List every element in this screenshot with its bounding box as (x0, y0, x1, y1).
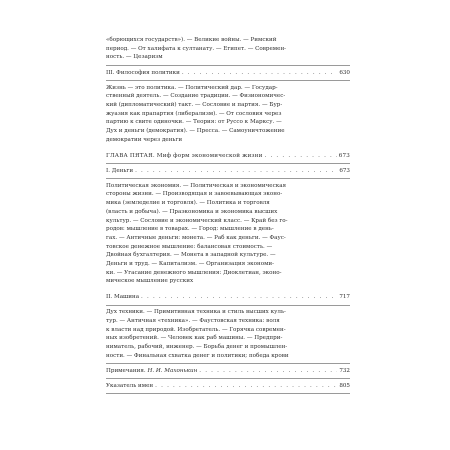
divider (106, 163, 350, 164)
toc-page-number: 673 (338, 152, 350, 159)
toc-page-number: 732 (339, 367, 350, 374)
toc-text-line: мическое мышление русских (106, 278, 194, 285)
toc-text-line: ки. — Угасание денежного мышления: Диоклетиан, эконо- (106, 269, 282, 276)
toc-text-line: ниматель, рабочий, инженер. — Борьба денег и промышлен- (106, 344, 288, 351)
toc-text-line: гах. — Античные деньги: монета. — Раб как деньги. — Фаус- (106, 234, 286, 241)
toc-text-line: мика (земледелие и торговля). — Политика и торговля (106, 200, 270, 207)
toc-entry-title: II. Машина (106, 294, 140, 301)
toc-text-line: (власть и добыча). — Праэкономика и экономика высших (106, 208, 278, 215)
toc-entry-notes[interactable] (106, 367, 350, 376)
divider (106, 393, 350, 394)
toc-text-line: партию к свите одиночки. — Теория: от Руссо к Марксу. — (106, 119, 282, 126)
divider (106, 65, 350, 66)
toc-text-line: Деньги и труд. — Капитализм. — Организация экономи- (106, 261, 275, 268)
toc-text-line: Дух и деньги (демократия). — Пресса. — Самоуничтожение (106, 128, 285, 135)
toc-text-line: Политическая экономия. — Политическая и экономическая (106, 182, 287, 189)
divider (106, 363, 350, 364)
toc-text-line: ности. — Финальная схватка денег и политики; победа крови (106, 352, 289, 359)
toc-text-line: родов: мышление в товарах. — Город: мышление в день- (106, 226, 274, 233)
toc-entry-money[interactable] (106, 167, 350, 176)
toc-entry-summary (106, 84, 350, 145)
notes-label: Примечания. (106, 367, 146, 374)
toc-text-line: ность. — Цезаризм (106, 54, 163, 61)
toc-entry-title: I. Деньги (106, 167, 134, 174)
toc-text-line: жуазия как прапартия (либерализм). — От сословия через (106, 110, 282, 117)
leader-dots (265, 152, 337, 161)
toc-entry-machine[interactable] (106, 293, 350, 302)
divider (106, 305, 350, 306)
toc-entry-title: Указатель имен (106, 382, 154, 389)
notes-author: Н. И. Махонькин (147, 367, 198, 374)
toc-text-line: Дух техники. — Примитивная техника и стиль высших куль- (106, 309, 286, 316)
toc-entry-philosophy[interactable] (106, 69, 350, 78)
leader-dots (141, 293, 337, 302)
leader-dots (199, 367, 337, 376)
toc-text-line: «борющихся государств»). — Великие войны. — Римский (106, 37, 277, 43)
toc-text-line: стороны жизни. — Производящая и завоевывающая эконо- (106, 191, 283, 198)
toc-text-line: ственный деятель. — Создание традиции. — Физиономичес- (106, 93, 286, 100)
toc-text-line: демократии через деньги (106, 136, 183, 143)
toc-entry-title: III. Философия политики (106, 69, 180, 76)
chapter-title: ГЛАВА ПЯТАЯ. Миф форм экономической жизни (106, 152, 263, 159)
divider (106, 80, 350, 81)
toc-text-line: период. — От халифата к султанату. — Египет. — Современ- (106, 45, 287, 52)
table-of-contents (106, 36, 350, 397)
toc-text-line: культур. — Сословие и экономический класс. — Край без го- (106, 217, 288, 224)
divider (106, 378, 350, 379)
toc-entry-summary (106, 182, 350, 286)
toc-page-number: 805 (339, 382, 350, 389)
toc-page-number: 717 (339, 294, 350, 301)
toc-page-number: 673 (339, 167, 350, 174)
section-continuation (106, 36, 350, 62)
toc-text-line: товское денежное мышление: балансовая стоимость. — (106, 243, 273, 250)
toc-entry-index[interactable] (106, 382, 350, 391)
toc-text-line: к власти над природой. Изобретатель. — Горячка современ- (106, 326, 286, 333)
leader-dots (182, 69, 337, 78)
toc-entry-chapter-5[interactable] (106, 152, 350, 161)
toc-page-number: 630 (339, 69, 350, 76)
toc-text-line: Жизнь — это политика. — Политический дар. — Государ- (106, 84, 278, 91)
toc-entry-title (106, 367, 197, 376)
toc-entry-summary (106, 308, 350, 360)
leader-dots (155, 382, 337, 391)
divider (106, 178, 350, 179)
toc-text-line: тур. — Античная «техника». — Фаустовская техника: воля (106, 317, 280, 324)
toc-text-line: кий (дипломатический) такт. — Сословие и партия. — Бур- (106, 102, 283, 108)
toc-text-line: Двойная бухгалтерия. — Монета в западной культуре. — (106, 252, 276, 259)
toc-text-line: ных изобретений. — Человек как раб машины. — Предпри- (106, 335, 283, 342)
leader-dots (135, 167, 337, 176)
